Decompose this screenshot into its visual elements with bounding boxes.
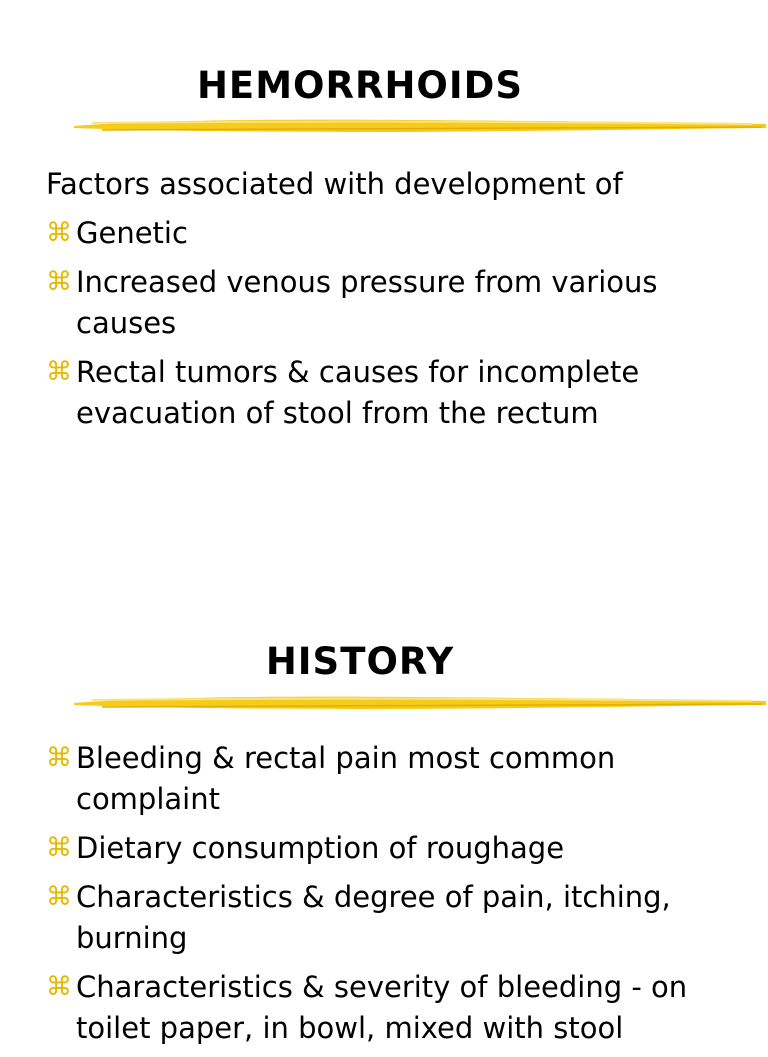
slide-body — [46, 164, 746, 442]
list-item — [46, 738, 746, 820]
command-key-icon: ⌘ — [46, 972, 72, 1002]
list-item — [46, 262, 746, 344]
command-key-icon: ⌘ — [46, 357, 72, 387]
title-underline-brush — [72, 113, 768, 137]
command-key-icon: ⌘ — [46, 833, 72, 863]
list-item-text: Characteristics & degree of pain, itching, burning — [76, 880, 671, 955]
list-item-text: Bleeding & rectal pain most common complaint — [76, 741, 616, 816]
slide-body — [46, 738, 746, 1057]
command-key-icon: ⌘ — [46, 267, 72, 297]
list-item — [46, 877, 746, 959]
list-item-text: Genetic — [76, 216, 188, 250]
command-key-icon: ⌘ — [46, 218, 72, 248]
list-item — [46, 213, 746, 254]
slide-title: HISTORY — [265, 640, 455, 683]
bullet-list — [46, 213, 746, 434]
bullet-list — [46, 738, 746, 1049]
intro-text: Factors associated with development of — [46, 167, 623, 201]
list-item — [46, 352, 746, 434]
list-item — [46, 967, 746, 1049]
list-item — [46, 828, 746, 869]
title-underline-brush — [72, 690, 768, 714]
list-item-text: Dietary consumption of roughage — [76, 831, 565, 865]
list-item-text: Increased venous pressure from various causes — [76, 265, 658, 340]
list-item-text: Characteristics & severity of bleeding - on toilet paper, in bowl, mixed with stool — [76, 970, 688, 1045]
slide-history — [0, 512, 768, 1045]
command-key-icon: ⌘ — [46, 743, 72, 773]
command-key-icon: ⌘ — [46, 882, 72, 912]
list-item-text: Rectal tumors & causes for incomplete evacuation of stool from the rectum — [76, 355, 640, 430]
slide-hemorrhoids — [0, 0, 768, 512]
slide-title: HEMORRHOIDS — [196, 64, 524, 107]
